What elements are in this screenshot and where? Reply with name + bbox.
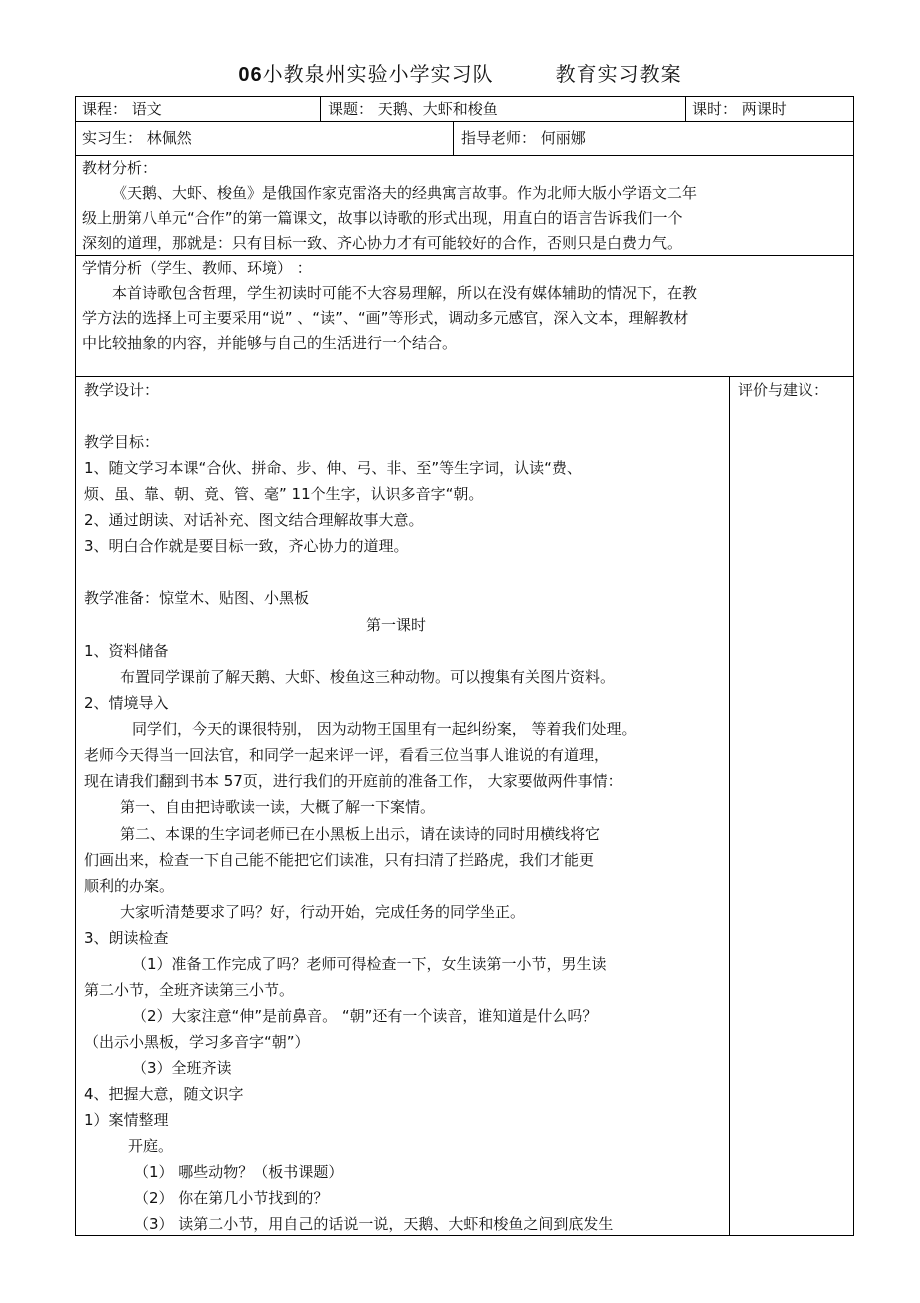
step-text: （1） 哪些动物？（板书课题） bbox=[134, 1163, 344, 1181]
step-heading: 3、朗读检查 bbox=[84, 929, 169, 947]
textbook-analysis-section bbox=[76, 156, 853, 256]
learner-analysis-section bbox=[76, 256, 853, 377]
objective-line: 1、随文学习本课“合伙、拼命、步、伸、弓、非、至”等生字词，认读“费、 bbox=[84, 459, 582, 477]
design-heading: 教学设计： bbox=[84, 381, 160, 399]
teacher-cell: 指导老师： 何丽娜 bbox=[461, 129, 586, 147]
title-number: 06 bbox=[238, 64, 263, 86]
objectives-heading: 教学目标： bbox=[84, 433, 160, 451]
step-text: 老师今天得当一回法官，和同学一起来评一评，看看三位当事人谁说的有道理， bbox=[84, 746, 610, 764]
objective-line: 烦、虽、靠、朝、竟、管、毫” 11个生字，认识多音字“朝。 bbox=[84, 485, 484, 503]
textbook-analysis-heading: 教材分析： bbox=[82, 159, 158, 177]
step-text: 同学们，今天的课很特别， 因为动物王国里有一起纠纷案， 等着我们处理。 bbox=[132, 720, 637, 738]
learner-line: 本首诗歌包含哲理，学生初读时可能不大容易理解，所以在没有媒体辅助的情况下，在教 bbox=[112, 284, 698, 302]
student-cell: 实习生： 林佩然 bbox=[82, 129, 192, 147]
step-text: 开庭。 bbox=[128, 1137, 174, 1155]
step-heading: 2、情境导入 bbox=[84, 694, 169, 712]
analysis-line: 《天鹅、大虾、梭鱼》是俄国作家克雷洛夫的经典寓言故事。作为北师大版小学语文二年 bbox=[112, 184, 698, 202]
review-heading: 评价与建议： bbox=[738, 381, 829, 399]
analysis-line: 深刻的道理，那就是：只有目标一致、齐心协力才有可能较好的合作，否则只是白费力气。 bbox=[82, 234, 683, 252]
topic-cell: 课题： 天鹅、大虾和梭鱼 bbox=[328, 100, 498, 118]
step-text: （1）准备工作完成了吗？老师可得检查一下，女生读第一小节，男生读 bbox=[132, 955, 607, 973]
step-text: 现在请我们翻到书本 57页，进行我们的开庭前的准备工作， 大家要做两件事情： bbox=[84, 772, 623, 790]
step-text: （2）大家注意“伸”是前鼻音。 “朝”还有一个读音，谁知道是什么吗？ bbox=[132, 1007, 598, 1025]
preparation-line: 教学准备：惊堂木、贴图、小黑板 bbox=[84, 589, 310, 607]
analysis-line: 级上册第八单元“合作”的第一篇课文，故事以诗歌的形式出现，用直白的语言告诉我们一个 bbox=[82, 209, 683, 227]
step-heading: 1、资料储备 bbox=[84, 642, 169, 660]
objective-line: 3、明白合作就是要目标一致，齐心协力的道理。 bbox=[84, 537, 409, 555]
title-right: 教育实习教案 bbox=[555, 62, 682, 86]
step-heading: 1）案情整理 bbox=[84, 1111, 169, 1129]
info-row-2 bbox=[76, 122, 853, 156]
hours-cell: 课时： 两课时 bbox=[692, 100, 787, 118]
info-row-1 bbox=[76, 97, 853, 122]
step-heading: 4、把握大意，随文识字 bbox=[84, 1085, 244, 1103]
step-text: 们画出来，检查一下自己能不能把它们读准，只有扫清了拦路虎，我们才能更 bbox=[84, 851, 595, 869]
lesson-plan-table bbox=[75, 96, 854, 1236]
lesson-one-heading: 第一课时 bbox=[366, 616, 427, 634]
step-text: 第二、本课的生字词老师已在小黑板上出示，请在读诗的同时用横线将它 bbox=[120, 825, 601, 843]
page-title bbox=[0, 58, 920, 87]
step-text: 大家听清楚要求了吗？好，行动开始，完成任务的同学坐正。 bbox=[120, 903, 526, 921]
course-cell: 课程： 语文 bbox=[82, 100, 162, 118]
step-text: 第二小节，全班齐读第三小节。 bbox=[84, 981, 295, 999]
step-text: 布置同学课前了解天鹅、大虾、梭鱼这三种动物。可以搜集有关图片资料。 bbox=[120, 668, 616, 686]
teaching-design-section bbox=[76, 377, 853, 1235]
title-left: 小教泉州实验小学实习队 bbox=[262, 62, 494, 86]
learner-analysis-heading: 学情分析（学生、教师、环境） ： bbox=[82, 259, 312, 277]
objective-line: 2、通过朗读、对话补充、图文结合理解故事大意。 bbox=[84, 511, 424, 529]
learner-line: 中比较抽象的内容，并能够与自己的生活进行一个结合。 bbox=[82, 334, 458, 352]
step-text: （2） 你在第几小节找到的？ bbox=[134, 1189, 329, 1207]
step-text: （3） 读第二小节，用自己的话说一说，天鹅、大虾和梭鱼之间到底发生 bbox=[134, 1215, 614, 1233]
step-text: 第一、自由把诗歌读一读，大概了解一下案情。 bbox=[120, 798, 436, 816]
learner-line: 学方法的选择上可主要采用“说” 、“读”、“画”等形式，调动多元感官，深入文本，理解教材 bbox=[82, 309, 689, 327]
step-text: （3）全班齐读 bbox=[132, 1059, 232, 1077]
step-text: 顺利的办案。 bbox=[84, 877, 175, 895]
step-text: （出示小黑板，学习多音字“朝”） bbox=[84, 1033, 310, 1051]
